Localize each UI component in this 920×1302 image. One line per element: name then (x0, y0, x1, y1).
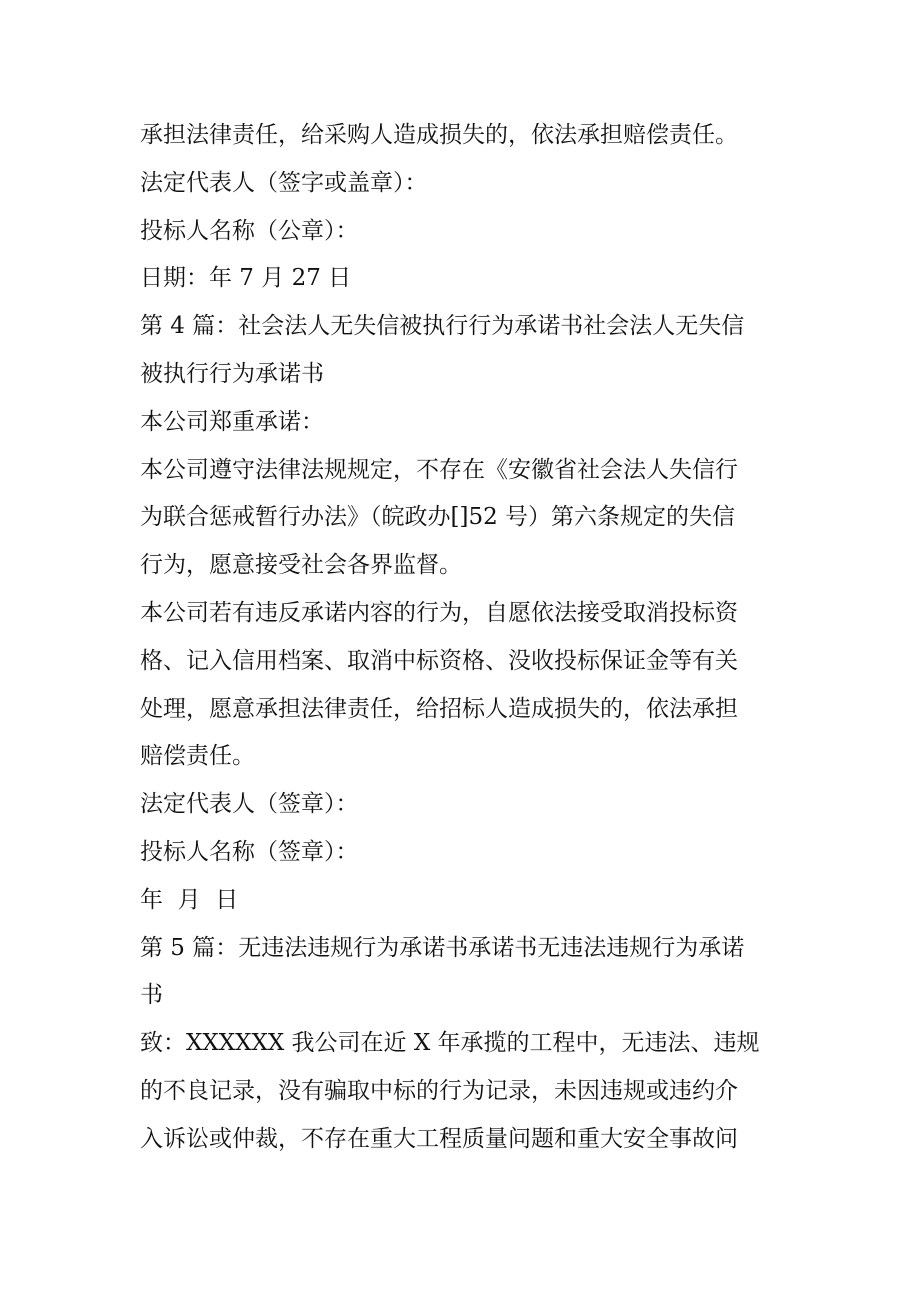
signature-label-legal-rep-2: 法定代表人（签章）： (140, 791, 359, 818)
text-line-12: 格、记入信用档案、取消中标资格、没收投标保证金等有关 (140, 647, 738, 674)
text-line-10: 行为，愿意接受社会各界监督。 (140, 552, 462, 579)
signature-label-bidder-name-2: 投标人名称（签章）： (140, 838, 359, 865)
text-line-21: 的不良记录，没有骗取中标的行为记录，未因违规或违约介 (140, 1077, 738, 1104)
section-heading-5: 第 5 篇：无违法违规行为承诺书承诺书无违法违规行为承诺 (140, 934, 745, 961)
document-body (140, 112, 800, 1164)
section-heading-4-cont: 被执行行为承诺书 (140, 360, 324, 387)
text-line-13: 处理，愿意承担法律责任，给招标人造成损失的，依法承担 (140, 695, 738, 722)
text-line-11: 本公司若有违反承诺内容的行为，自愿依法接受取消投标资 (140, 599, 738, 626)
signature-label-legal-rep: 法定代表人（签字或盖章）： (140, 169, 428, 196)
text-line-7: 本公司郑重承诺： (140, 408, 324, 435)
signature-label-bidder-name: 投标人名称（公章）： (140, 217, 359, 244)
text-line-8: 本公司遵守法律法规规定，不存在《安徽省社会法人失信行 (140, 456, 738, 483)
text-line-22: 入诉讼或仲裁，不存在重大工程质量问题和重大安全事故问 (140, 1125, 738, 1152)
text-line-20: 致：XXXXXX 我公司在近 X 年承揽的工程中，无违法、违规 (140, 1030, 760, 1057)
section-heading-5-cont: 书 (140, 982, 163, 1009)
text-line-9: 为联合惩戒暂行办法》（皖政办[]52 号）第六条规定的失信 (140, 504, 736, 531)
text-line-1: 承担法律责任，给采购人造成损失的，依法承担赔偿责任。 (140, 122, 738, 148)
section-heading-4: 第 4 篇：社会法人无失信被执行行为承诺书社会法人无失信 (140, 313, 745, 340)
text-line-14: 赔偿责任。 (140, 743, 255, 770)
date-line-2: 年 月 日 (140, 886, 239, 913)
date-line: 日期：年 7 月 27 日 (140, 265, 352, 292)
